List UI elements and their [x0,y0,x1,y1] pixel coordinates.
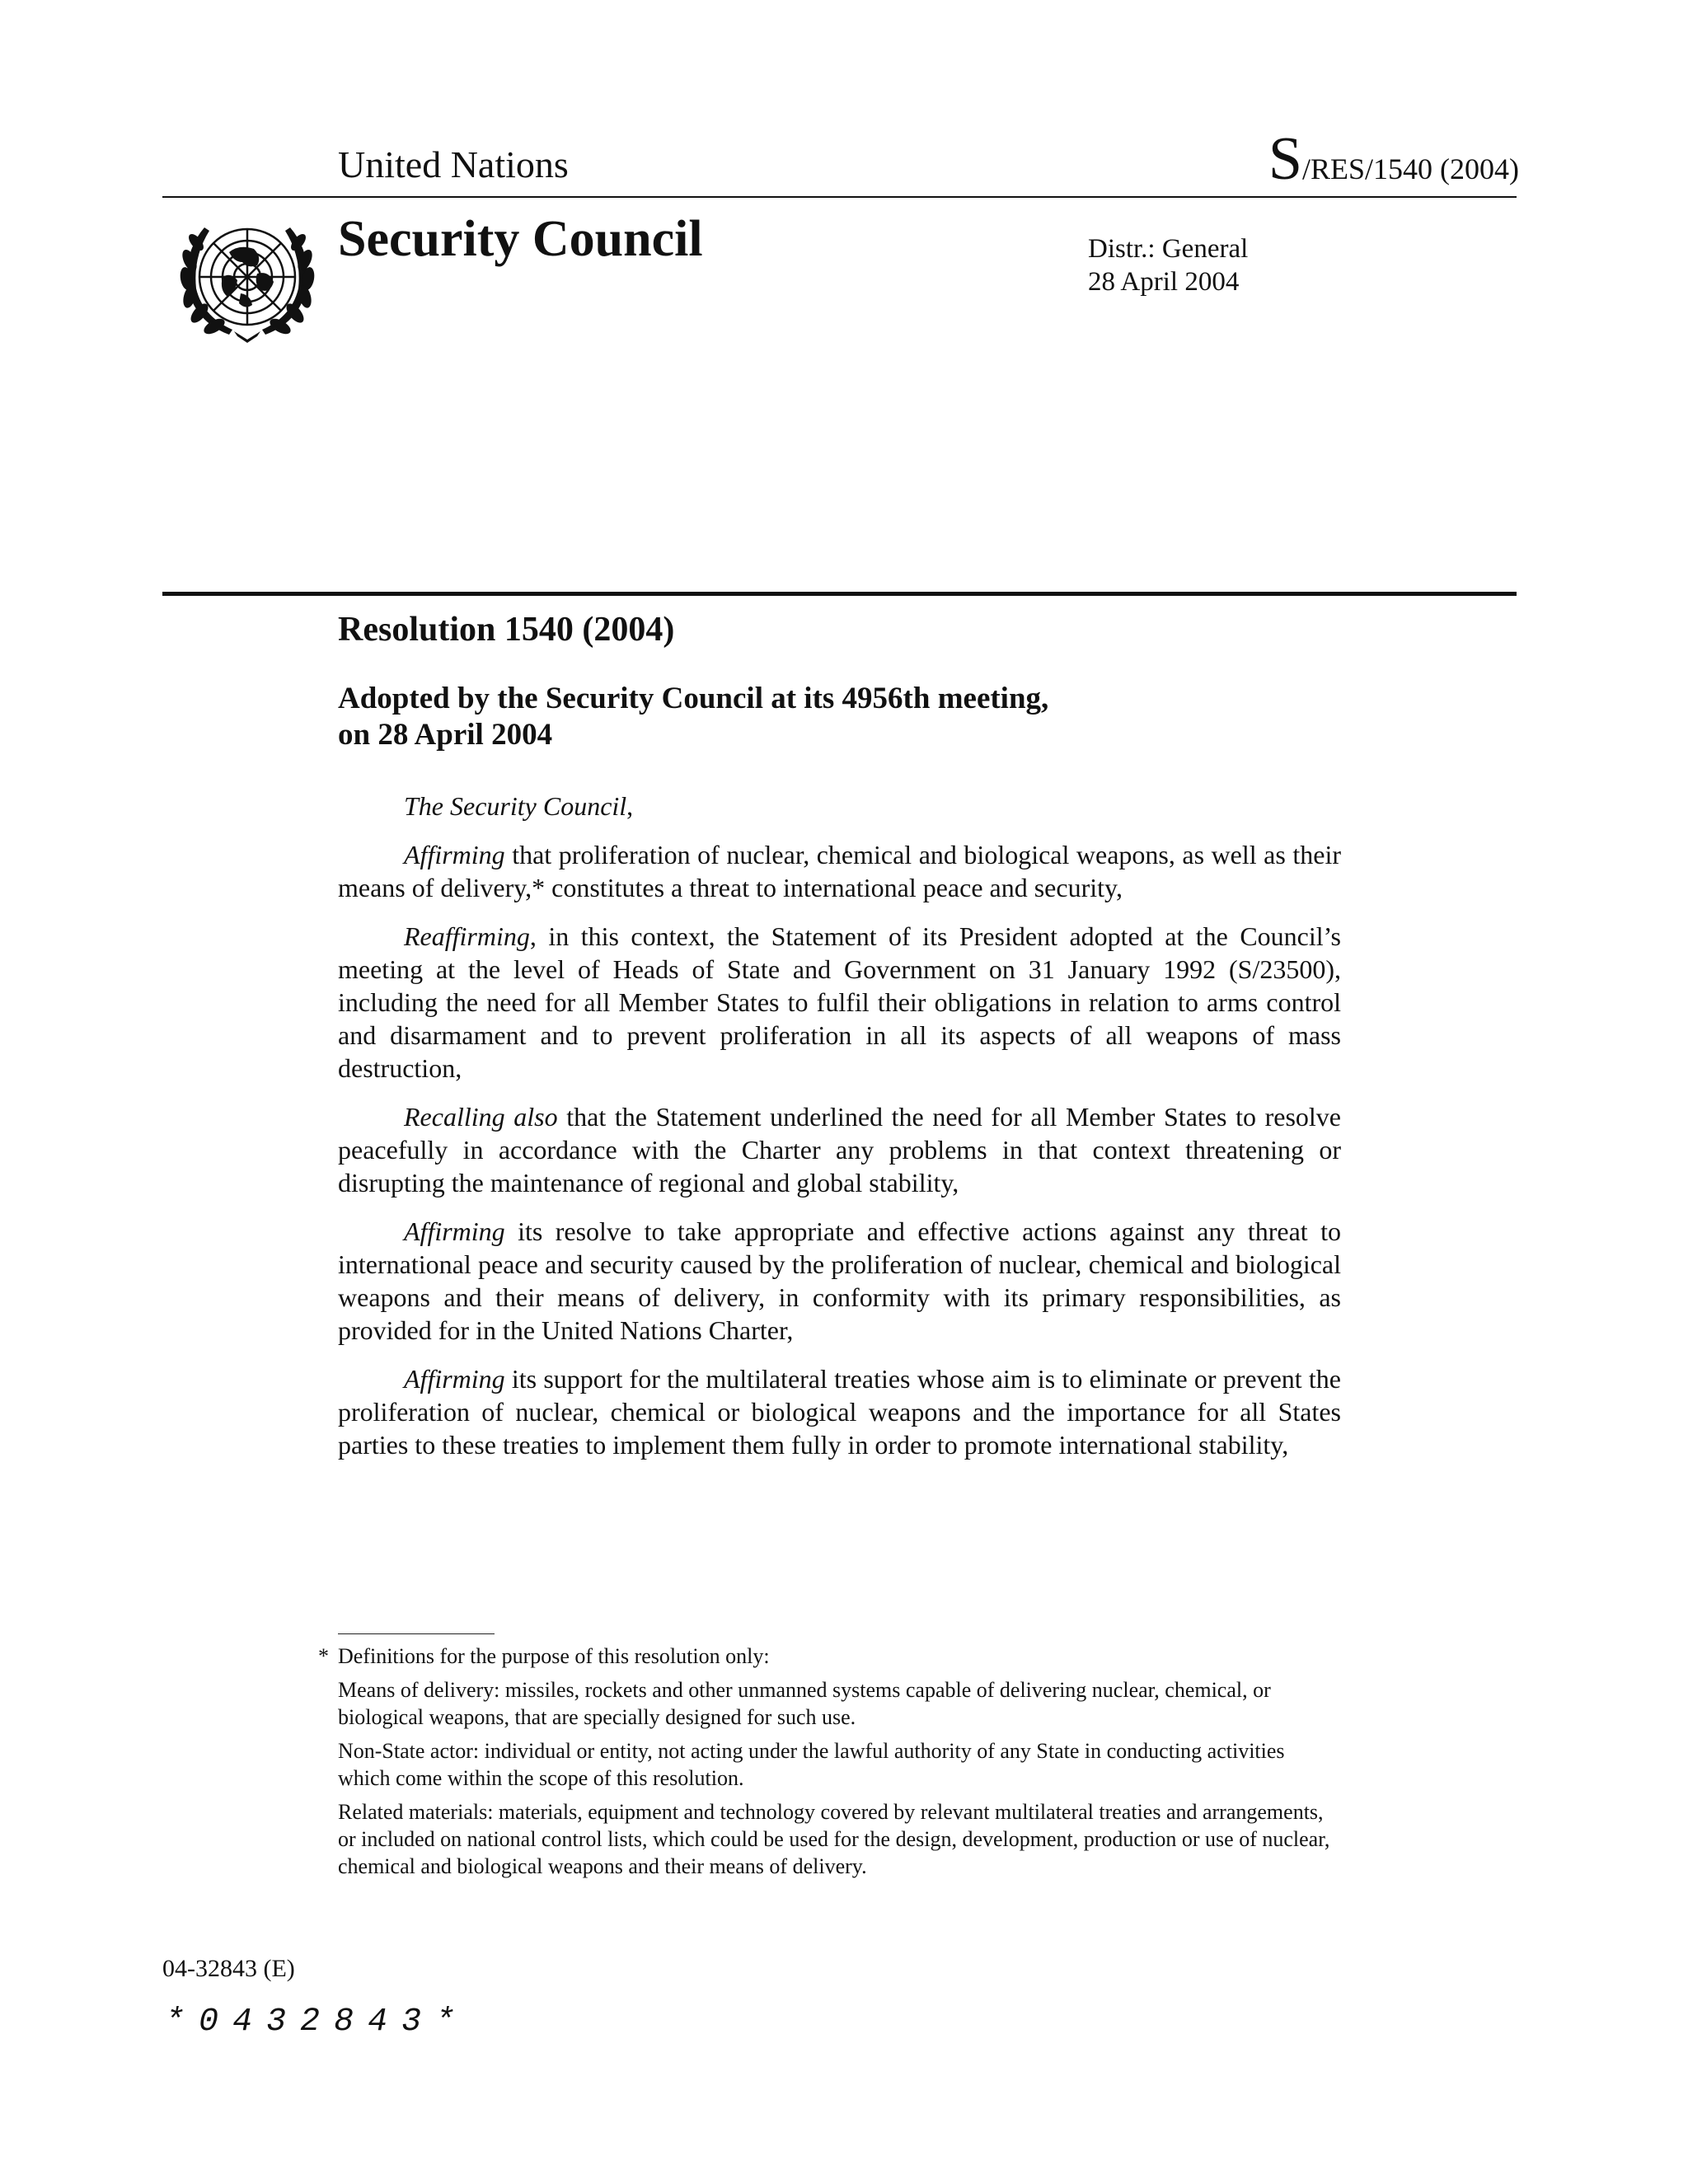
footnote-related-materials: Related materials: materials, equipment and technology covered by relevant multilateral treaties and arrangements, or included on national control lists, which could be used for the design, development, production or use of nuclear, chemical and biological weapons and their means of delivery. [338,1800,1330,1878]
council-address: The Security Council, [404,791,634,821]
resolution-title: Resolution 1540 (2004) [338,611,675,649]
header-rule [162,196,1517,198]
paragraph-2 [338,920,1341,1085]
symbol-number: /RES/1540 (2004) [1301,152,1519,185]
footnote-star: * [318,1644,329,1668]
adoption-line-1: Adopted by the Security Council at its 4956th meeting, [338,682,1049,715]
footnotes [318,1643,1335,1886]
document-number: 04-32843 (E) [162,1955,295,1982]
footnote-rule [338,1633,495,1634]
paragraph-3-keyword: Recalling also [404,1102,558,1132]
paragraph-2-text: , in this context, the Statement of its President adopted at the Council’s meeting at the level of Heads of State and Government on 31 January 1992 (S/23500), including the need for all Member States to fulfil their obligations in relation to arms control and disarmament and to prevent proliferation in all its aspects of all weapons of mass destruction, [338,921,1341,1083]
section-rule [162,592,1517,596]
un-emblem-icon [171,211,323,343]
adoption-line [338,681,1327,753]
paragraph-4-text: its resolve to take appropriate and effective actions against any threat to international peace and security caused by the proliferation of nuclear, chemical and biological weapons and their means of delivery, in conformity with its primary responsibilities, as provided for in the United Nations Charter, [338,1216,1341,1345]
symbol-letter: S [1268,125,1302,193]
paragraph-3-text: that the Statement underlined the need for all Member States to resolve peacefully in accordance with the Charter any problems in that context threatening or disrupting the maintenance of regional and global stability, [338,1102,1342,1197]
document-symbol [1268,125,1519,204]
paragraph-5-keyword: Affirming [404,1364,505,1394]
council-name: The Security Council [404,791,627,821]
footnote-non-state-actor: Non-State actor: individual or entity, not acting under the lawful authority of any State in conducting activities which come within the scope of this resolution. [338,1739,1285,1790]
distribution-label: Distr.: General [1088,234,1249,264]
paragraph-2-keyword: Reaffirming [404,921,530,951]
body-text [338,790,1341,1477]
paragraph-1 [338,838,1341,904]
barcode-text: *0432843* [165,2004,470,2041]
footnote-intro [318,1643,1335,1670]
paragraph-4-keyword: Affirming [404,1216,505,1246]
document-date: 28 April 2004 [1088,267,1240,297]
footnote-means-of-delivery: Means of delivery: missiles, rockets and other unmanned systems capable of delivering nuclear, chemical, or biological weapons, that are specially designed for such use. [338,1678,1271,1729]
paragraph-1-text: that proliferation of nuclear, chemical and biological weapons, as well as their means of delivery,* constitutes a threat to international peace and security, [338,840,1341,902]
paragraph-3 [338,1100,1341,1199]
footnote-intro-text: Definitions for the purpose of this resolution only: [338,1644,770,1668]
paragraph-5-text: its support for the multilateral treaties whose aim is to eliminate or prevent the proliferation of nuclear, chemical or biological weapons and the importance for all States parties to these treaties to implement them fully in order to promote international stability, [338,1364,1341,1460]
paragraph-4 [338,1215,1341,1347]
paragraph-5 [338,1362,1341,1461]
organization-name: United Nations [338,143,569,185]
paragraph-1-keyword: Affirming [404,840,505,869]
adoption-line-2: on 28 April 2004 [338,718,553,752]
organ-name: Security Council [338,211,703,267]
